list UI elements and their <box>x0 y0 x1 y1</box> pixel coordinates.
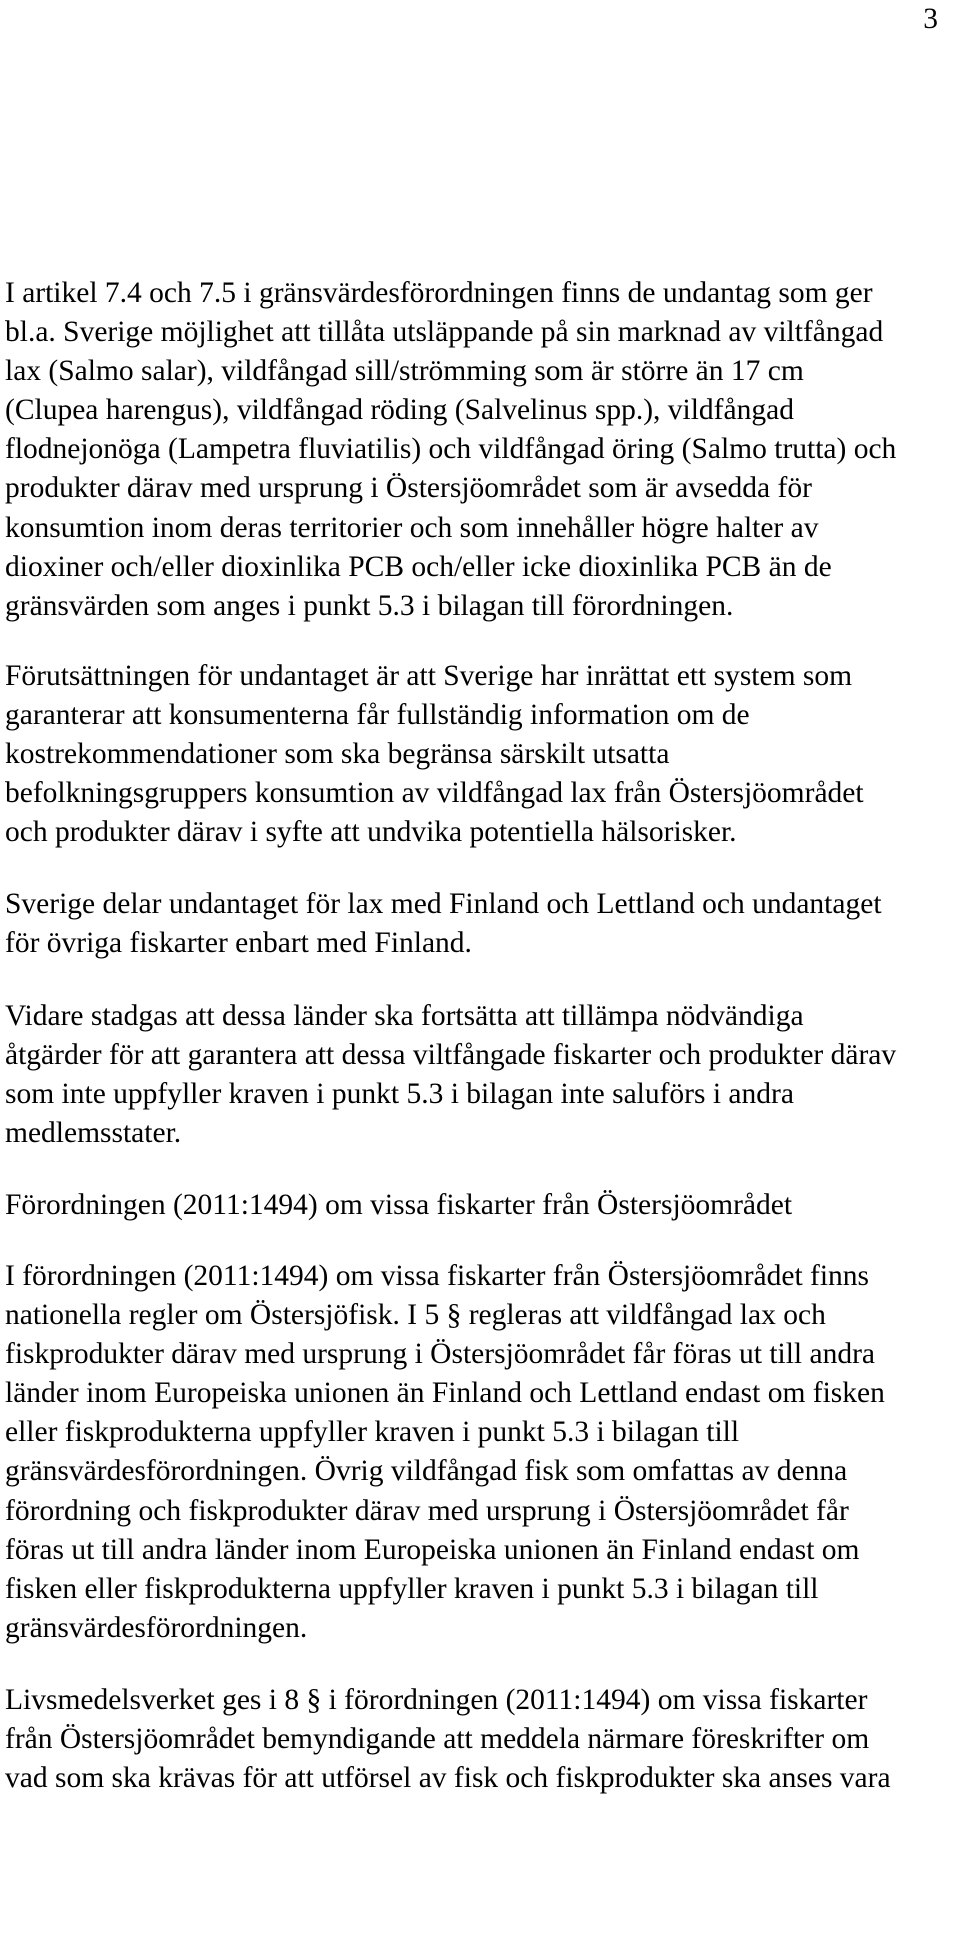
text-line: medlemsstater. <box>5 1116 182 1149</box>
text-line: lax (Salmo salar), vildfångad sill/strömming som är större än 17 cm <box>5 355 804 388</box>
text-line: flodnejonöga (Lampetra fluviatilis) och vildfångad öring (Salmo trutta) och <box>5 433 897 466</box>
text-line: Förutsättningen för undantaget är att Sverige har inrättat ett system som <box>5 659 853 692</box>
text-line: fiskprodukter därav med ursprung i Östersjöområdet får föras ut till andra <box>5 1338 875 1371</box>
paragraph-member-state-measures <box>5 997 950 1153</box>
text-line: kostrekommendationer som ska begränsa särskilt utsatta <box>5 738 670 771</box>
text-line: för övriga fiskarter enbart med Finland. <box>5 927 472 960</box>
page-number: 3 <box>923 3 938 35</box>
text-line: eller fiskprodukterna uppfyller kraven i punkt 5.3 i bilagan till <box>5 1416 740 1449</box>
text-line: förordning och fiskprodukter därav med ursprung i Östersjöområdet får <box>5 1494 849 1527</box>
text-line: I artikel 7.4 och 7.5 i gränsvärdesförordningen finns de undantag som ger <box>5 277 873 309</box>
section-heading: Förordningen (2011:1494) om vissa fiskarter från Östersjöområdet <box>5 1188 793 1221</box>
text-line: nationella regler om Östersjöfisk. I 5 § regleras att vildfångad lax och <box>5 1299 826 1332</box>
text-line: länder inom Europeiska unionen än Finland och Lettland endast om fisken <box>5 1377 885 1410</box>
paragraph-exemption-articles <box>5 274 950 626</box>
paragraph-authorization <box>5 1681 950 1798</box>
text-line: I förordningen (2011:1494) om vissa fiskarter från Östersjöområdet finns <box>5 1259 870 1292</box>
paragraph-shared-exemption <box>5 885 950 963</box>
text-line: Livsmedelsverket ges i 8 § i förordningen (2011:1494) om vissa fiskarter <box>5 1683 868 1716</box>
text-line: och produkter därav i syfte att undvika potentiella hälsorisker. <box>5 816 737 849</box>
text-line: gränsvärdesförordningen. Övrig vildfångad fisk som omfattas av denna <box>5 1455 848 1488</box>
text-line: gränsvärdesförordningen. <box>5 1611 308 1644</box>
text-line: från Östersjöområdet bemyndigande att meddela närmare föreskrifter om <box>5 1723 870 1755</box>
paragraph-exemption-conditions <box>5 657 950 852</box>
document-body <box>5 274 950 1798</box>
text-line: garanterar att konsumenterna får fullständig information om de <box>5 698 750 731</box>
text-line: föras ut till andra länder inom Europeiska unionen än Finland endast om <box>5 1533 860 1566</box>
text-line: fisken eller fiskprodukterna uppfyller kraven i punkt 5.3 i bilagan till <box>5 1572 819 1605</box>
text-line: produkter därav med ursprung i Östersjöområdet som är avsedda för <box>5 472 812 505</box>
paragraph-national-rules <box>5 1257 950 1648</box>
text-line: (Clupea harengus), vildfångad röding (Salvelinus spp.), vildfångad <box>5 394 794 427</box>
text-line: Sverige delar undantaget för lax med Finland och Lettland och undantaget <box>5 888 882 921</box>
text-line: bl.a. Sverige möjlighet att tillåta utsläppande på sin marknad av viltfångad <box>5 316 884 349</box>
text-line: gränsvärden som anges i punkt 5.3 i bilagan till förordningen. <box>5 589 734 622</box>
text-line: dioxiner och/eller dioxinlika PCB och/eller icke dioxinlika PCB än de <box>5 550 832 583</box>
text-line: åtgärder för att garantera att dessa viltfångade fiskarter och produkter därav <box>5 1038 897 1071</box>
text-line: vad som ska krävas för att utförsel av fisk och fiskprodukter ska anses vara <box>5 1762 891 1795</box>
text-line: befolkningsgruppers konsumtion av vildfångad lax från Östersjöområdet <box>5 777 864 810</box>
text-line: som inte uppfyller kraven i punkt 5.3 i bilagan inte saluförs i andra <box>5 1077 794 1110</box>
text-line: konsumtion inom deras territorier och som innehåller högre halter av <box>5 511 819 544</box>
text-line: Vidare stadgas att dessa länder ska fortsätta att tillämpa nödvändiga <box>5 999 804 1032</box>
